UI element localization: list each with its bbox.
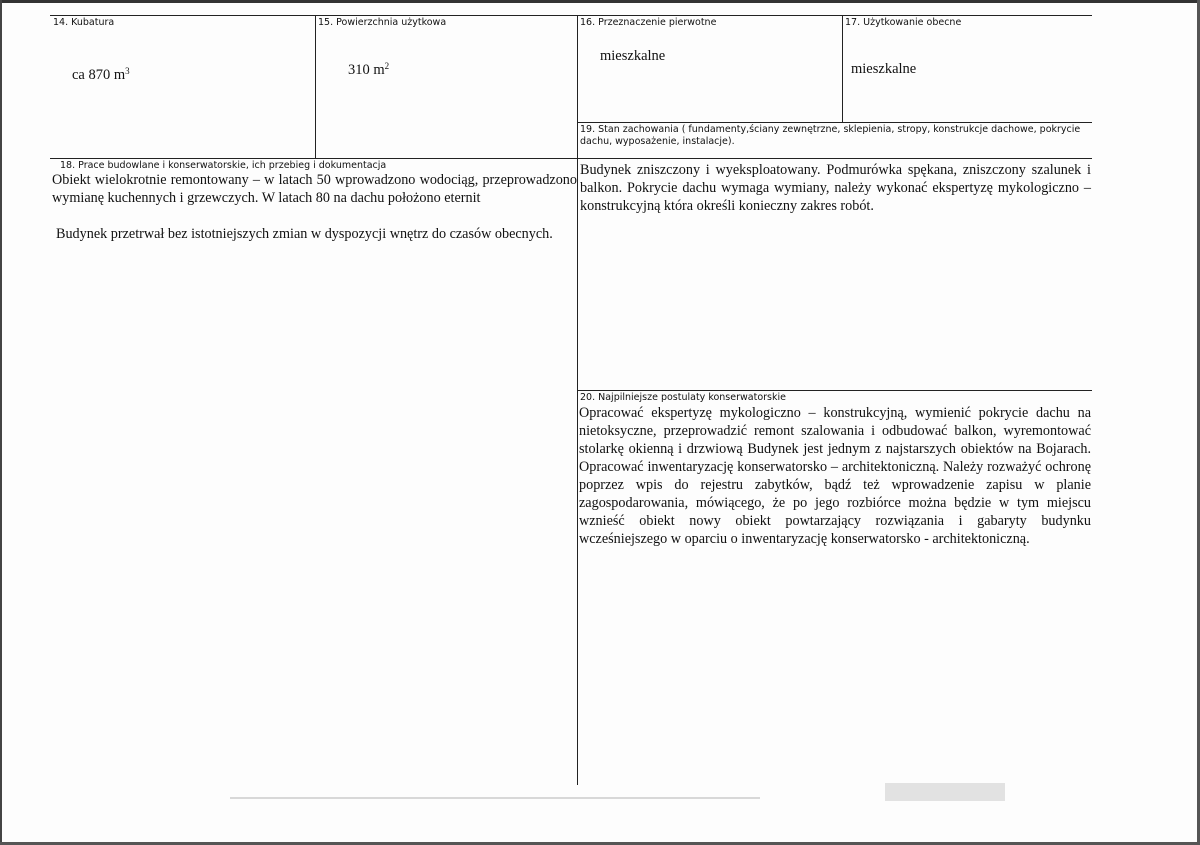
scan-artifact-bottom-right xyxy=(885,783,1005,801)
field-17-label: 17. Użytkowanie obecne xyxy=(845,17,962,28)
row1-top-line xyxy=(50,15,1092,16)
field-17-value: mieszkalne xyxy=(851,61,917,77)
field-15-value-text: 310 m xyxy=(348,62,385,78)
field-20-label: 20. Najpilniejsze postulaty konserwatorskie xyxy=(580,392,786,403)
field-15-value xyxy=(348,61,389,79)
col-divider-14-15 xyxy=(315,15,316,158)
left-edge xyxy=(0,0,2,845)
field-16-label: 16. Przeznaczenie pierwotne xyxy=(580,17,717,28)
row-18-top-line xyxy=(50,158,578,159)
row-16-17-bottom-line xyxy=(577,122,1092,123)
field-15-label: 15. Powierzchnia użytkowa xyxy=(318,17,447,28)
field-18-text-2: Budynek przetrwał bez istotniejszych zmian w dyspozycji wnętrz do czasów obecnych. xyxy=(56,226,553,242)
field-18-text-1: Obiekt wielokrotnie remontowany – w latach 50 wprowadzono wodociąg, przeprowadzono wymianę kuchennych i grzewczych. W latach 80 na dachu położono eternit xyxy=(52,172,577,206)
field-15-unit-exponent: 2 xyxy=(384,61,390,71)
field-18-label: 18. Prace budowlane i konserwatorskie, ich przebieg i dokumentacja xyxy=(60,160,387,171)
field-14-value xyxy=(72,66,130,84)
field-19-label: 19. Stan zachowania ( fundamenty,ściany zewnętrzne, sklepienia, stropy, konstrukcje dachowe, pokrycie dachu, wyposażenie, instalacje). xyxy=(580,124,1081,147)
field-19-text: Budynek zniszczony i wyeksploatowany. Podmurówka spękana, zniszczony szalunek i balkon. Pokrycie dachu wymaga wymiany, należy wykonać ekspertyzę mykologiczno – konstrukcyjną która określi konieczny zakres robót. xyxy=(580,162,1091,214)
scan-artifact-bottom-strip xyxy=(230,797,760,799)
field-14-label: 14. Kubatura xyxy=(53,17,115,28)
row-19-bottom-line xyxy=(577,158,1092,159)
top-border xyxy=(0,0,1200,3)
row-20-top-line xyxy=(577,390,1092,391)
field-20-text: Opracować ekspertyzę mykologiczno – konstrukcyjną, wymienić pokrycie dachu na nietoksyczne, przeprowadzić remont szalowania i odbudować balkon, wyremontować stolarkę okienną i drzwiową Budynek jest jednym z najstarszych obiektów na Bojarach. Opracować inwentaryzację konserwatorsko – architektoniczną. Należy rozważyć ochronę poprzez wpis do rejestru zabytków, bądź też wprowadzenie zapisu w planie zagospodarowania, mówiącego, że po jego rozbiórce można będzie w tym miejscu wznieść obiekt nowy obiekt powtarzający rozwiązania i gabaryty budynku wcześniejszego w oparciu o inwentaryzację konserwatorsko - architektoniczną. xyxy=(579,405,1091,547)
field-14-unit-exponent: 3 xyxy=(125,66,130,76)
col-divider-16-17 xyxy=(842,15,843,122)
field-14-value-text: ca 870 m xyxy=(72,67,126,83)
field-16-value: mieszkalne xyxy=(600,48,666,64)
col-divider-15-16 xyxy=(577,15,578,785)
